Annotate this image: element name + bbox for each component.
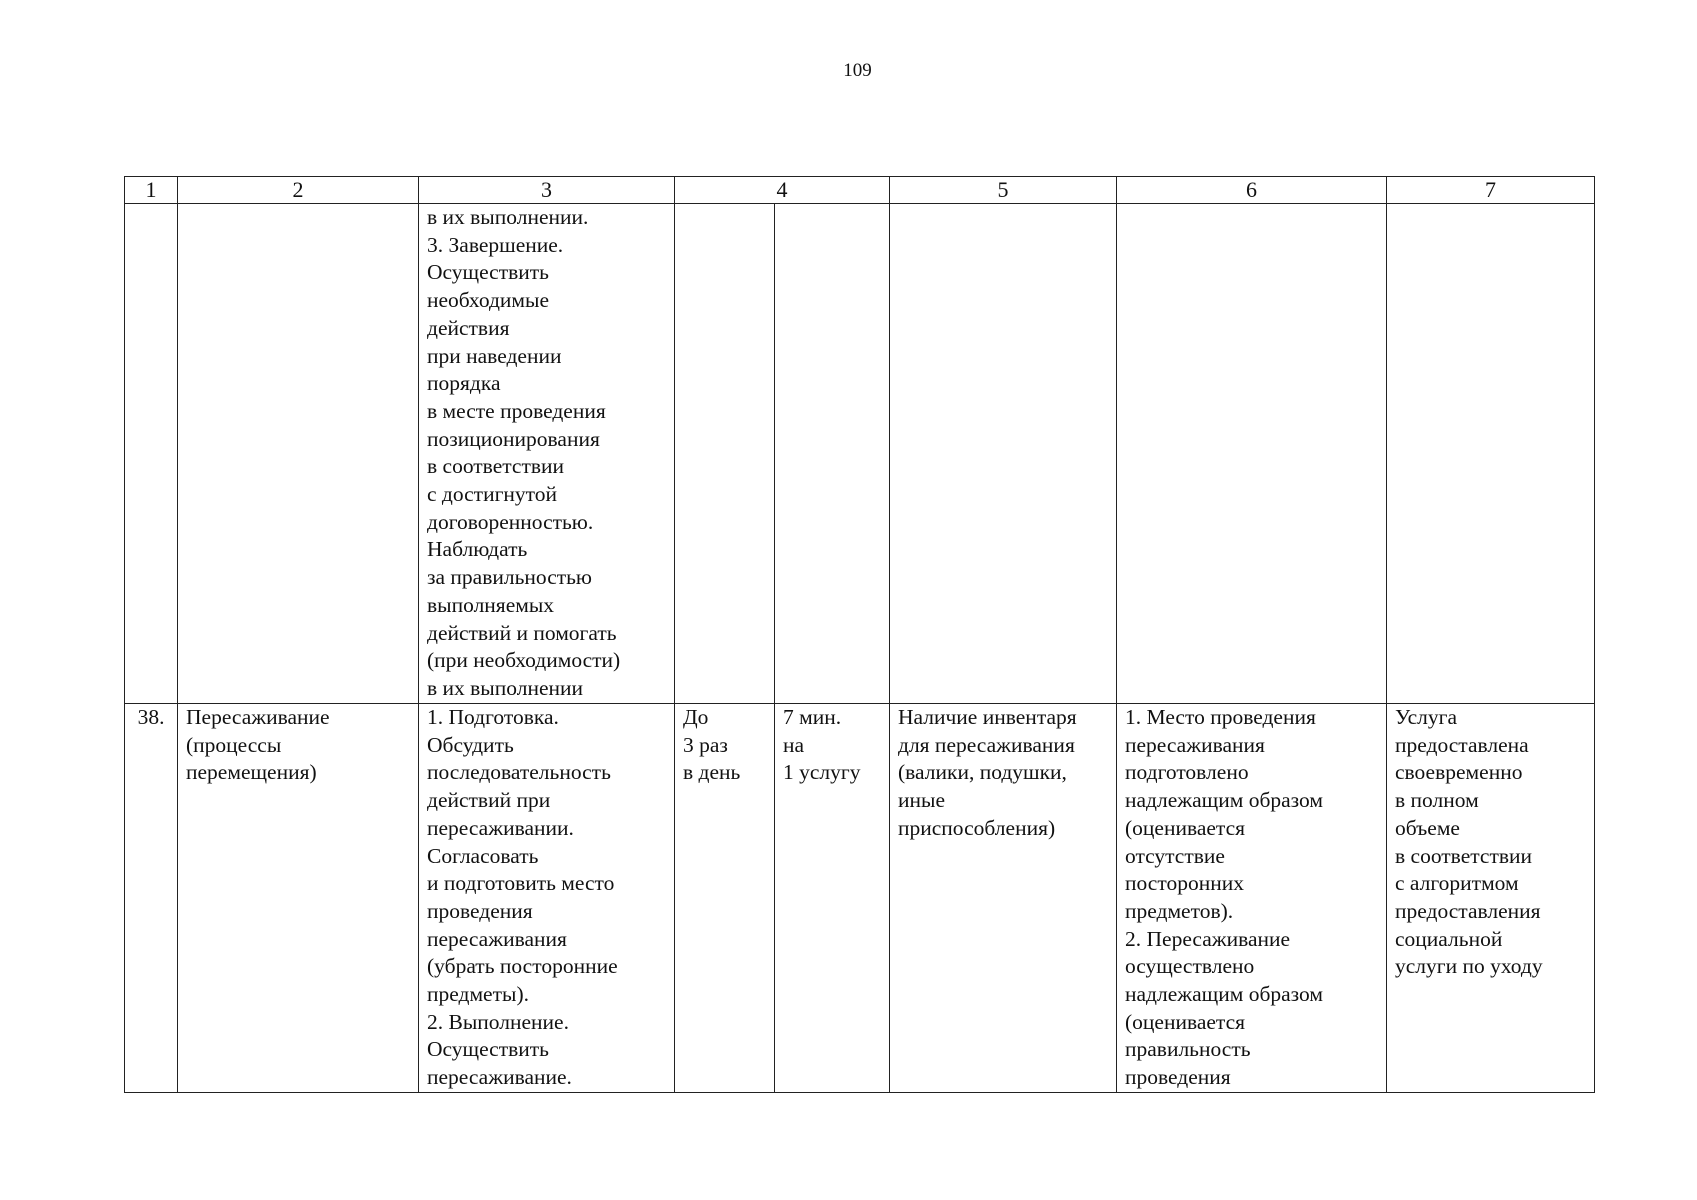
text-line: надлежащим образом bbox=[1125, 982, 1323, 1007]
text-line: Наблюдать bbox=[427, 537, 528, 562]
text-line: Осуществить bbox=[427, 1037, 549, 1062]
header-row bbox=[125, 177, 1595, 204]
text-line: 2. Выполнение. bbox=[427, 1009, 569, 1034]
table-row-continuation bbox=[125, 204, 1595, 704]
text-line: перемещения) bbox=[186, 760, 317, 785]
cell-quality-indicators bbox=[1117, 204, 1387, 704]
text-line: надлежащим образом bbox=[1125, 788, 1323, 813]
text-line: в их выполнении. bbox=[427, 205, 589, 229]
text-line: проведения bbox=[427, 898, 533, 923]
text-line: иные bbox=[898, 788, 945, 813]
table-row-38 bbox=[125, 704, 1595, 1093]
cell-evaluation bbox=[1387, 204, 1595, 704]
text-line: приспособления) bbox=[898, 815, 1056, 840]
text-line: 2. Пересаживание bbox=[1125, 926, 1291, 951]
text-line: в их выполнении bbox=[427, 675, 584, 700]
text-line: за правильностью bbox=[427, 565, 592, 590]
text-line: пересаживании. bbox=[427, 815, 574, 840]
text-line: действий при bbox=[427, 788, 551, 813]
text-line: посторонних bbox=[1125, 871, 1244, 896]
text-line: с алгоритмом bbox=[1395, 871, 1519, 896]
text-line: подготовлено bbox=[1125, 760, 1249, 785]
text-line: пересаживание. bbox=[427, 1065, 572, 1090]
text-line: (процессы bbox=[186, 732, 282, 757]
text-line: предоставлена bbox=[1395, 732, 1529, 757]
cell-service-name bbox=[178, 204, 419, 704]
text-line: 1 услугу bbox=[783, 760, 861, 785]
text-line: правильность bbox=[1125, 1037, 1251, 1062]
text-line: в день bbox=[683, 760, 741, 785]
page-number: 109 bbox=[843, 60, 872, 81]
text-line: при наведении bbox=[427, 343, 562, 368]
text-line: 1. Подготовка. bbox=[427, 705, 559, 729]
text-line: в соответствии bbox=[1395, 843, 1533, 868]
text-line: 1. Место проведения bbox=[1125, 705, 1316, 729]
cell-description bbox=[419, 704, 675, 1093]
cell-quality-indicators bbox=[1117, 704, 1387, 1093]
text-line: осуществлено bbox=[1125, 954, 1255, 979]
text-line: предметы). bbox=[427, 982, 529, 1007]
text-line: (при необходимости) bbox=[427, 648, 621, 673]
header-col-2: 2 bbox=[178, 177, 419, 204]
text-line: отсутствие bbox=[1125, 843, 1225, 868]
cell-conditions bbox=[890, 704, 1117, 1093]
text-line: объеме bbox=[1395, 815, 1460, 840]
header-col-5: 5 bbox=[890, 177, 1117, 204]
text-line: социальной bbox=[1395, 926, 1503, 951]
text-line: Наличие инвентаря bbox=[898, 705, 1077, 729]
text-line: последовательность bbox=[427, 760, 611, 785]
text-line: с достигнутой bbox=[427, 482, 558, 507]
cell-duration bbox=[775, 204, 890, 704]
header-col-4: 4 bbox=[675, 177, 890, 204]
text-line: пересаживания bbox=[427, 926, 567, 951]
text-line: действий и помогать bbox=[427, 620, 617, 645]
text-line: (валики, подушки, bbox=[898, 760, 1067, 785]
cell-service-name bbox=[178, 704, 419, 1093]
text-line: Пересаживание bbox=[186, 705, 330, 729]
text-line: До bbox=[683, 705, 709, 729]
cell-description bbox=[419, 204, 675, 704]
text-line: порядка bbox=[427, 371, 501, 396]
text-line: предметов). bbox=[1125, 898, 1234, 923]
text-line: Обсудить bbox=[427, 732, 514, 757]
text-line: действия bbox=[427, 315, 510, 340]
cell-conditions bbox=[890, 204, 1117, 704]
text-line: предоставления bbox=[1395, 898, 1541, 923]
text-line: 3 раз bbox=[683, 732, 728, 757]
cell-duration bbox=[775, 704, 890, 1093]
cell-number: 38. bbox=[125, 704, 178, 1093]
text-line: договоренностью. bbox=[427, 509, 594, 534]
text-line: (оценивается bbox=[1125, 815, 1246, 840]
text-line: для пересаживания bbox=[898, 732, 1075, 757]
text-line: в месте проведения bbox=[427, 398, 606, 423]
text-line: и подготовить место bbox=[427, 871, 615, 896]
cell-frequency bbox=[675, 204, 775, 704]
text-line: на bbox=[783, 732, 805, 757]
text-line: Услуга bbox=[1395, 705, 1458, 729]
text-line: Согласовать bbox=[427, 843, 539, 868]
text-line: в соответствии bbox=[427, 454, 565, 479]
text-line: своевременно bbox=[1395, 760, 1523, 785]
text-line: необходимые bbox=[427, 288, 550, 313]
text-line: позиционирования bbox=[427, 426, 600, 451]
text-line: (оценивается bbox=[1125, 1009, 1246, 1034]
cell-frequency bbox=[675, 704, 775, 1093]
text-line: услуги по уходу bbox=[1395, 954, 1543, 979]
header-col-1: 1 bbox=[125, 177, 178, 204]
header-col-3: 3 bbox=[419, 177, 675, 204]
header-col-6: 6 bbox=[1117, 177, 1387, 204]
services-table bbox=[124, 176, 1595, 1093]
text-line: пересаживания bbox=[1125, 732, 1265, 757]
text-line: 7 мин. bbox=[783, 705, 842, 729]
cell-evaluation bbox=[1387, 704, 1595, 1093]
text-line: проведения bbox=[1125, 1065, 1231, 1090]
header-col-7: 7 bbox=[1387, 177, 1595, 204]
text-line: Осуществить bbox=[427, 260, 549, 285]
text-line: выполняемых bbox=[427, 592, 555, 617]
text-line: 3. Завершение. bbox=[427, 232, 564, 257]
cell-number bbox=[125, 204, 178, 704]
text-line: в полном bbox=[1395, 788, 1479, 813]
text-line: (убрать посторонние bbox=[427, 954, 618, 979]
